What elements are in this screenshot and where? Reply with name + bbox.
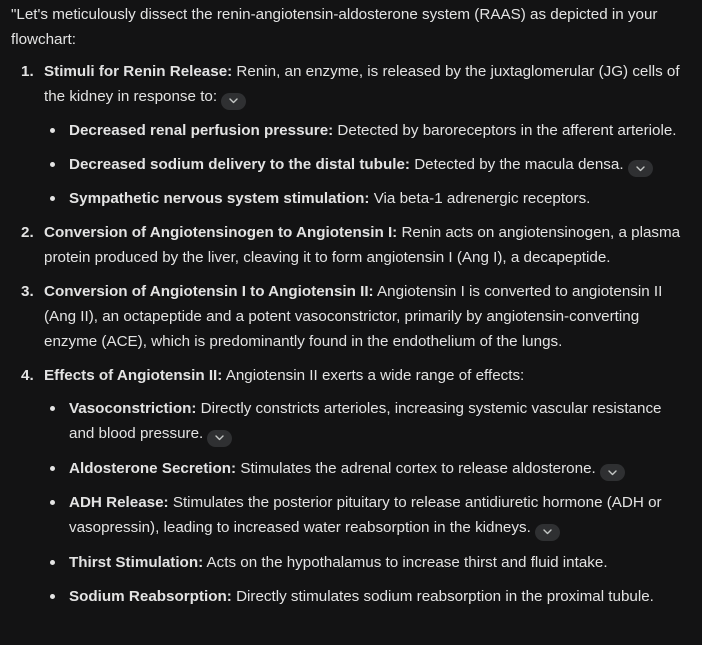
chevron-down-icon xyxy=(608,470,617,476)
stimuli-list xyxy=(44,118,690,212)
list-item xyxy=(44,584,690,609)
item-text: Directly stimulates sodium reabsorption in the proximal tubule. xyxy=(231,587,654,605)
bullet-dot xyxy=(50,162,55,167)
bullet-dot xyxy=(50,594,55,599)
bullet-dot xyxy=(50,500,55,505)
item-text: Stimulates the adrenal cortex to release aldosterone. xyxy=(236,459,596,477)
chevron-down-icon xyxy=(229,98,238,104)
expand-source-chip[interactable] xyxy=(628,160,653,177)
expand-source-chip[interactable] xyxy=(221,93,246,110)
list-item xyxy=(44,456,690,482)
item-text: Detected by baroreceptors in the afferent arteriole. xyxy=(333,121,677,139)
item-title: Decreased sodium delivery to the distal tubule: xyxy=(69,155,410,173)
step-number: 2. xyxy=(21,224,34,241)
item-text: Acts on the hypothalamus to increase thirst and fluid intake. xyxy=(203,553,608,571)
step-title: Conversion of Angiotensinogen to Angiotensin I: xyxy=(44,224,398,241)
bullet-dot xyxy=(50,196,55,201)
intro-paragraph: "Let's meticulously dissect the renin-angiotensin-aldosterone system (RAAS) as depicted in your flowchart: xyxy=(11,6,658,48)
step-title: Stimuli for Renin Release: xyxy=(44,63,233,80)
item-text: Stimulates the posterior pituitary to release antidiuretic hormone (ADH or vasopressin), leading to increased water reabsorption in the kidneys. xyxy=(69,494,662,536)
step-number: 4. xyxy=(21,367,34,384)
list-item xyxy=(44,550,690,575)
step-item-2 xyxy=(11,220,702,270)
step-title: Conversion of Angiotensin I to Angiotensin II: xyxy=(44,283,374,300)
item-title: Decreased renal perfusion pressure: xyxy=(69,121,334,139)
raas-step-list xyxy=(11,59,702,609)
step-number: 1. xyxy=(21,63,34,80)
bullet-dot xyxy=(50,128,55,133)
step-text: Renin acts on angiotensinogen, a plasma protein produced by the liver, cleaving it to form angiotensin I (Ang I), a decapeptide. xyxy=(44,224,681,266)
step-item-1 xyxy=(11,59,702,211)
chevron-down-icon xyxy=(215,435,224,441)
step-title: Effects of Angiotensin II: xyxy=(44,367,223,384)
item-text: Directly constricts arterioles, increasing systemic vascular resistance and blood pressure. xyxy=(69,400,662,442)
response-content xyxy=(11,2,702,609)
step-text: Angiotensin II exerts a wide range of effects: xyxy=(222,367,525,384)
step-text: Angiotensin I is converted to angiotensin II (Ang II), an octapeptide and a potent vasoconstrictor, primarily by angiotensin-converting enzyme (ACE), which is predominantly found in the endothelium of the lungs. xyxy=(44,283,663,350)
bullet-dot xyxy=(50,466,55,471)
bullet-dot xyxy=(50,406,55,411)
expand-source-chip[interactable] xyxy=(535,524,560,541)
list-item xyxy=(44,396,690,447)
bullet-dot xyxy=(50,560,55,565)
chevron-down-icon xyxy=(636,166,645,172)
step-item-4 xyxy=(11,363,702,609)
item-title: Sympathetic nervous system stimulation: xyxy=(69,190,370,207)
step-item-3 xyxy=(11,279,702,354)
item-title: Aldosterone Secretion: xyxy=(69,459,237,477)
item-title: Vasoconstriction: xyxy=(69,400,197,417)
chevron-down-icon xyxy=(543,529,552,535)
item-title: Thirst Stimulation: xyxy=(69,553,204,571)
list-item xyxy=(44,490,690,541)
expand-source-chip[interactable] xyxy=(207,430,232,447)
item-text: Via beta-1 adrenergic receptors. xyxy=(369,190,591,207)
list-item xyxy=(44,118,690,143)
item-title: Sodium Reabsorption: xyxy=(69,587,232,605)
item-text: Detected by the macula densa. xyxy=(409,155,624,173)
effects-list xyxy=(44,396,690,609)
step-text: Renin, an enzyme, is released by the juxtaglomerular (JG) cells of the kidney in response to: xyxy=(44,63,680,105)
list-item xyxy=(44,152,690,178)
item-title: ADH Release: xyxy=(69,494,169,511)
expand-source-chip[interactable] xyxy=(600,464,625,481)
step-number: 3. xyxy=(21,283,34,300)
list-item xyxy=(44,186,690,211)
